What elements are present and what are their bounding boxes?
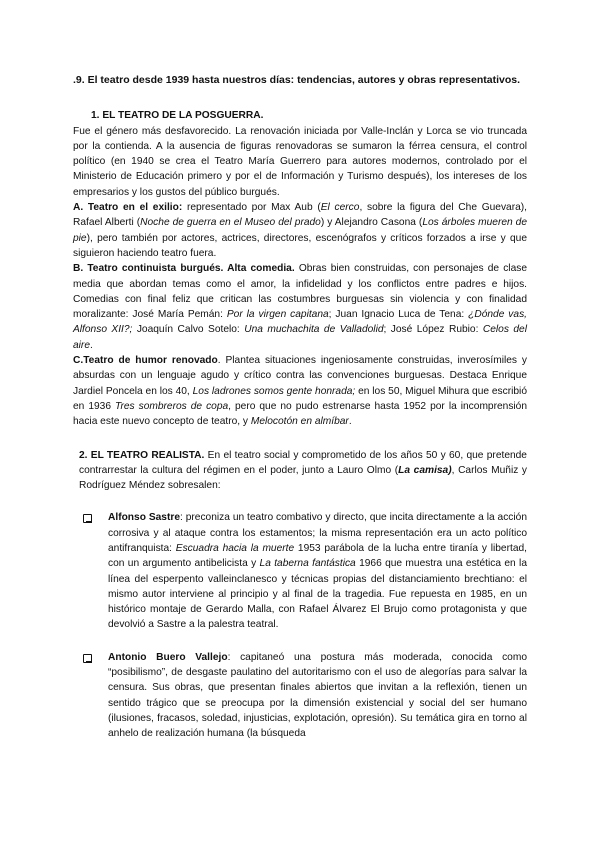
section-2-heading: 2. EL TEATRO REALISTA. [79,449,205,461]
author-name: Alfonso Sastre [108,512,180,524]
subsection-a-label: A. Teatro en el exilio: [73,202,183,214]
checkbox-bullet-icon [83,654,92,663]
subsection-b-paragraph: B. Teatro continuista burgués. Alta comedia. Obras bien construidas, con personajes de clase media que abordan temas como el amor, la infidelidad y los conflictos entre padres e hijos. Comedias con final feliz que critican las costumbres burguesas sin violencia y con finalidad moralizante: José María Pemán: Por la virgen capitana; Juan Ignacio Luca de Tena: ¿Dónde vas, Alfonso XII?; Joaquín Calvo Sotelo: Una muchachita de Valladolid; José López Rubio: Celos del aire. [73,263,527,351]
document-body [73,72,527,759]
list-item [83,510,527,632]
section-1-heading: 1. EL TEATRO DE LA POSGUERRA. [91,110,264,122]
section-2-paragraph: 2. EL TEATRO REALISTA. En el teatro social y comprometido de los años 50 y 60, que pretende contrarrestar la cultura del régimen en el poder, junto a Lauro Olmo (La camisa), Carlos Muñiz y Rodríguez Méndez sobresalen: [79,449,528,492]
author-sastre-paragraph: Alfonso Sastre: preconiza un teatro combativo y directo, que incita directamente a la acción corrosiva y al ataque contra los estamentos; la misma representación era un acto político antifranquista: Escuadra hacia la muerte 1953 parábola de la lucha entre tiranía y libertad, con un argumento antibelicista y La taberna fantástica 1966 que muestra una estética en la línea del esperpento valleinclanesco y técnicas propias del distanciamiento brechtiano: el mismo autor interviene al principio y al final de la tragedia. Fue repuesta en 1985, en un histórico montaje de Gerardo Malla, con Rafael Álvarez El Brujo como protagonista y que devolvió a Sastre a la palestra teatral. [108,512,527,631]
checkbox-bullet-icon [83,514,92,523]
list-item [83,650,527,742]
author-list [73,510,527,741]
author-name: Antonio Buero Vallejo [108,651,228,663]
subsection-a-paragraph: A. Teatro en el exilio: representado por Max Aub (El cerco, sobre la figura del Che Guevara), Rafael Alberti (Noche de guerra en el Museo del prado) y Alejandro Casona (Los árboles mueren de pie), pero también por actores, actrices, directores, escenógrafos y críticos forzados a irse y que siguieron haciendo teatro fuera. [73,202,528,259]
section-1-intro: Fue el género más desfavorecido. La renovación iniciada por Valle-Inclán y Lorca se vio truncada por la contienda. A la ausencia de figuras renovadoras se sumaron la férrea censura, el control político (en 1940 se crea el Teatro María Guerrero para autores modernos, controlado por el Ministerio de Educación primero y por el de Información y Turismo después), los intereses de los empresarios y los gustos del público burgués. [73,125,527,198]
subsection-c-paragraph: C.Teatro de humor renovado. Plantea situaciones ingeniosamente construidas, inverosímiles y absurdas con un lenguaje agudo y crítico contra las convenciones burguesas. Destaca Enrique Jardiel Poncela en los 40, Los ladrones somos gente honrada; en los 50, Miguel Mihura que escribió en 1936 Tres sombreros de copa, pero que no pudo estrenarse hasta 1952 por la incomprensión hacia este nuevo concepto de teatro, y Melocotón en almíbar. [73,355,528,428]
document-title: .9. El teatro desde 1939 hasta nuestros días: tendencias, autores y obras representativos. [73,74,521,86]
subsection-c-label: C.Teatro de humor renovado [73,355,218,367]
author-buero-paragraph: Antonio Buero Vallejo: capitaneó una postura más moderada, conocida como “posibilismo”, de desgaste paulatino del autoritarismo con el uso de alegorías para salvar la censura. Sus obras, que presentan finales abiertos que invitan a la reflexión, tienen un sentido trágico que se preocupa por la dimensión existencial y social del ser humano (ilusiones, fracasos, soledad, injusticias, explotación, opresión). Su temática gira en torno al anhelo de realización humana (la búsqueda [108,651,527,740]
subsection-b-label: B. Teatro continuista burgués. Alta comedia. [73,263,295,275]
